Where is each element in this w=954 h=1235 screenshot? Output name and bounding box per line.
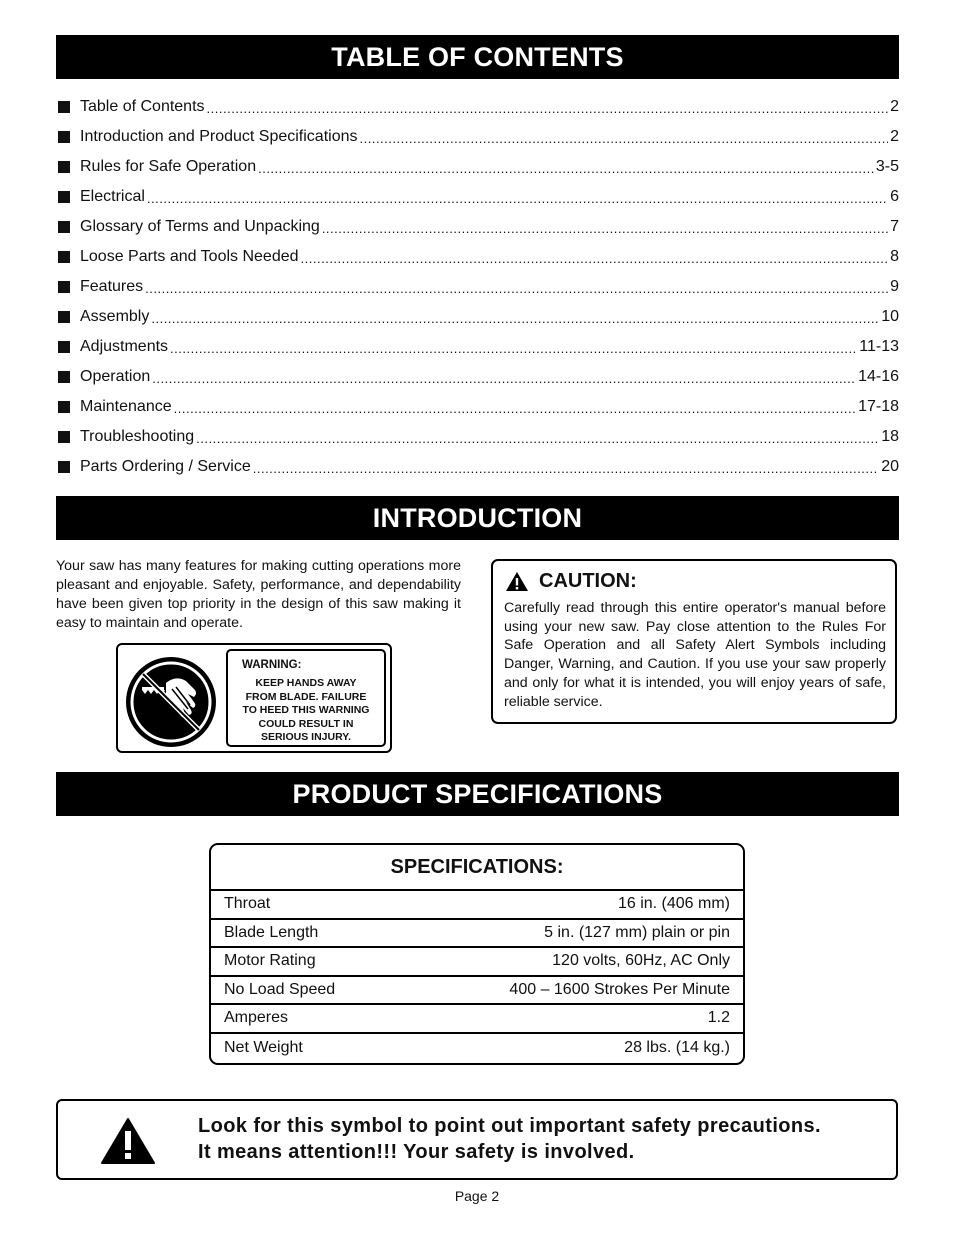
toc-item-page: 17-18 (858, 398, 899, 415)
spec-value: 28 lbs. (14 kg.) (624, 1038, 730, 1056)
toc-item-page: 2 (890, 128, 899, 145)
warning-triangle-icon (100, 1117, 156, 1165)
warning-title: WARNING: (242, 659, 302, 671)
square-bullet-icon (58, 341, 70, 353)
table-row (211, 920, 743, 949)
square-bullet-icon (58, 251, 70, 263)
toc-item[interactable] (56, 152, 899, 182)
toc-item-page: 18 (881, 428, 899, 445)
spec-value: 120 volts, 60Hz, AC Only (552, 952, 730, 970)
toc-item-label: Features (80, 278, 144, 295)
toc-leader-dots (145, 281, 888, 296)
toc-leader-dots (253, 461, 879, 476)
toc-leader-dots (258, 161, 874, 176)
table-row (211, 948, 743, 977)
product-specifications-banner: PRODUCT SPECIFICATIONS (56, 772, 899, 816)
toc-item[interactable] (56, 242, 899, 272)
toc-item-label: Assembly (80, 308, 150, 325)
square-bullet-icon (58, 281, 70, 293)
specifications-title: SPECIFICATIONS: (211, 845, 743, 891)
toc-item[interactable] (56, 122, 899, 152)
toc-leader-dots (207, 101, 889, 116)
toc-item-page: 2 (890, 98, 899, 115)
toc-item-page: 10 (881, 308, 899, 325)
caution-title: CAUTION: (539, 570, 637, 592)
toc-item-label: Troubleshooting (80, 428, 195, 445)
hand-blade-prohibited-icon (122, 649, 220, 747)
toc-item-page: 9 (890, 278, 899, 295)
toc-list (56, 92, 899, 482)
toc-item[interactable] (56, 452, 899, 482)
spec-value: 400 – 1600 Strokes Per Minute (509, 980, 730, 998)
toc-item[interactable] (56, 362, 899, 392)
toc-item[interactable] (56, 212, 899, 242)
toc-banner: TABLE OF CONTENTS (56, 35, 899, 79)
toc-item-label: Loose Parts and Tools Needed (80, 248, 299, 265)
spec-value: 5 in. (127 mm) plain or pin (544, 923, 730, 941)
warning-body: KEEP HANDS AWAY FROM BLADE. FAILURE TO HEED THIS WARNING COULD RESULT IN SERIOUS INJURY. (242, 677, 370, 743)
toc-item[interactable] (56, 422, 899, 452)
toc-leader-dots (147, 191, 888, 206)
safety-symbol-text (198, 1113, 821, 1165)
table-row (211, 1034, 743, 1063)
toc-item-page: 7 (890, 218, 899, 235)
safety-symbol-notice (56, 1099, 898, 1180)
square-bullet-icon (58, 101, 70, 113)
spec-label: Net Weight (224, 1038, 303, 1056)
warning-triangle-icon (505, 571, 529, 592)
caution-box (491, 559, 897, 724)
toc-item-page: 8 (890, 248, 899, 265)
toc-item-page: 3-5 (875, 158, 899, 175)
toc-item[interactable] (56, 272, 899, 302)
spec-label: Blade Length (224, 923, 319, 941)
introduction-banner: INTRODUCTION (56, 496, 899, 540)
spec-label: Amperes (224, 1009, 289, 1027)
warning-text-panel (226, 649, 386, 747)
spec-label: Throat (224, 895, 271, 913)
toc-leader-dots (152, 371, 856, 386)
spec-value: 16 in. (406 mm) (617, 895, 730, 913)
toc-item-label: Parts Ordering / Service (80, 458, 251, 475)
introduction-text: Your saw has many features for making cutting operations more pleasant and enjoyable. Safety, performance, and dependability have been given top priority in the design of this saw making it easy to maintain and operate. (56, 558, 461, 631)
toc-item-label: Rules for Safe Operation (80, 158, 257, 175)
page-number: Page 2 (454, 1188, 500, 1204)
square-bullet-icon (58, 371, 70, 383)
square-bullet-icon (58, 461, 70, 473)
toc-item-label: Introduction and Product Specifications (80, 128, 358, 145)
spec-value: 1.2 (707, 1009, 730, 1027)
safety-symbol-line1: Look for this symbol to point out important safety precautions. (198, 1115, 822, 1137)
toc-item-page: 14-16 (858, 368, 899, 385)
warning-label (116, 643, 392, 753)
toc-leader-dots (174, 401, 856, 416)
toc-leader-dots (301, 251, 889, 266)
table-row (211, 977, 743, 1006)
caution-heading (505, 570, 637, 593)
toc-item-label: Maintenance (80, 398, 172, 415)
toc-item[interactable] (56, 332, 899, 362)
square-bullet-icon (58, 221, 70, 233)
table-row (211, 891, 743, 920)
square-bullet-icon (58, 161, 70, 173)
square-bullet-icon (58, 401, 70, 413)
toc-item-label: Table of Contents (80, 98, 205, 115)
caution-body: Carefully read through this entire operator's manual before using your new saw. Pay close attention to the Rules For Safe Operation and all Safety Alert Symbols including Danger, Warning, and Caution. If you use your saw properly and only for what it is intended, you will enjoy years of safe, reliable service. (504, 600, 886, 710)
toc-leader-dots (322, 221, 888, 236)
toc-leader-dots (170, 341, 857, 356)
square-bullet-icon (58, 431, 70, 443)
specifications-table (209, 843, 745, 1065)
toc-item-label: Glossary of Terms and Unpacking (80, 218, 320, 235)
toc-item-label: Operation (80, 368, 151, 385)
spec-label: Motor Rating (224, 952, 316, 970)
toc-leader-dots (151, 311, 879, 326)
toc-leader-dots (360, 131, 889, 146)
safety-symbol-line2: It means attention!!! Your safety is involved. (198, 1141, 635, 1163)
toc-leader-dots (196, 431, 879, 446)
table-row (211, 1005, 743, 1034)
spec-label: No Load Speed (224, 980, 336, 998)
toc-item[interactable] (56, 92, 899, 122)
toc-item-page: 20 (881, 458, 899, 475)
square-bullet-icon (58, 191, 70, 203)
toc-item[interactable] (56, 392, 899, 422)
toc-item-page: 11-13 (859, 338, 899, 355)
toc-item[interactable] (56, 302, 899, 332)
toc-item-label: Adjustments (80, 338, 169, 355)
toc-item-label: Electrical (80, 188, 145, 205)
toc-item-page: 6 (890, 188, 899, 205)
square-bullet-icon (58, 311, 70, 323)
square-bullet-icon (58, 131, 70, 143)
toc-item[interactable] (56, 182, 899, 212)
